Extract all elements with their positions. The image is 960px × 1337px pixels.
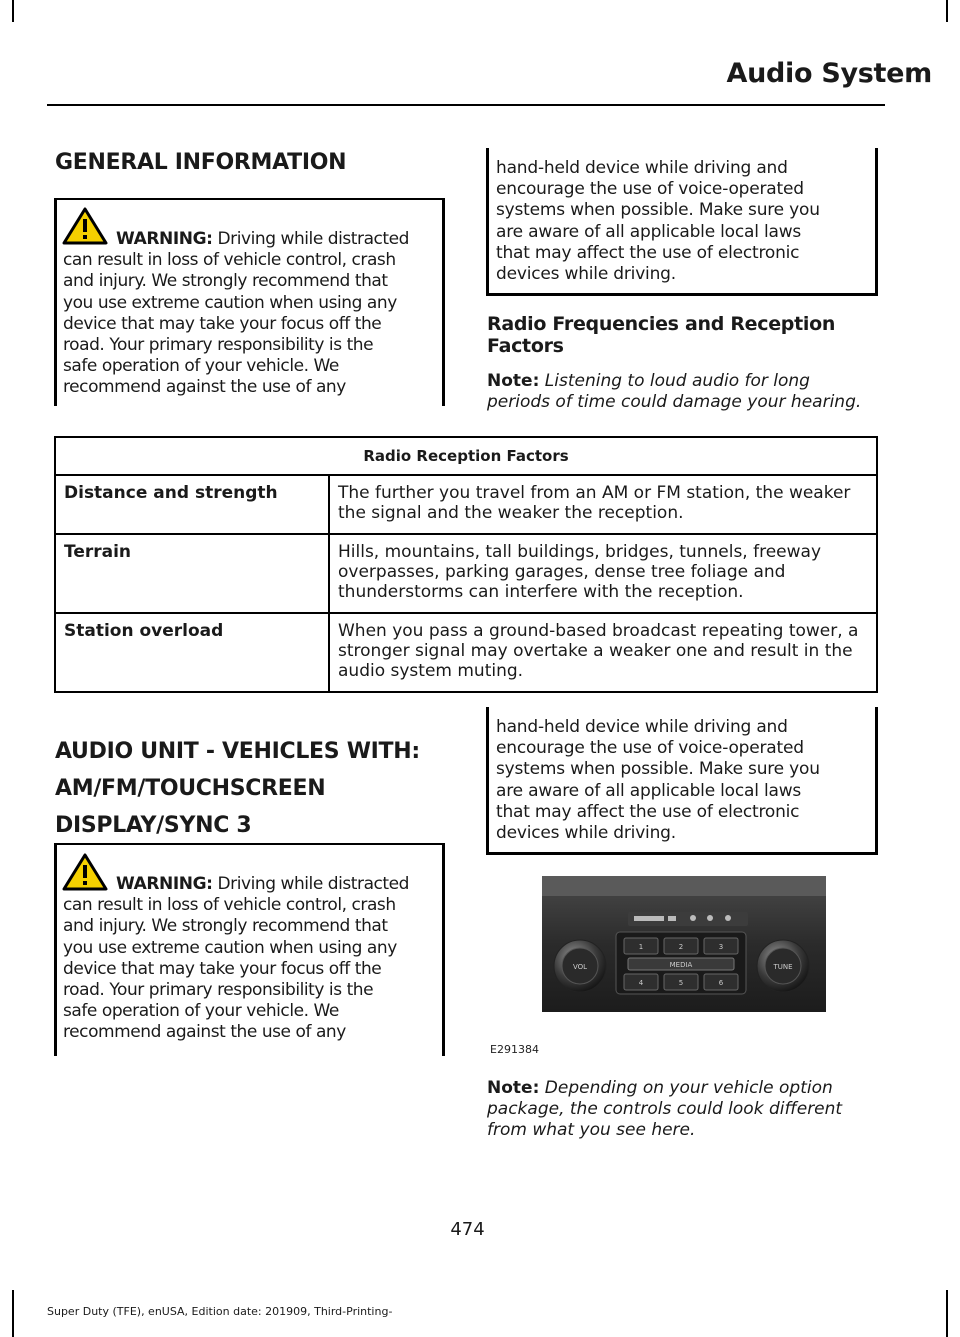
section-heading-general: GENERAL INFORMATION (55, 150, 347, 175)
section-heading-audio-unit: AUDIO UNIT - VEHICLES WITH: AM/FM/TOUCHSCREEN DISPLAY/SYNC 3 (55, 739, 420, 838)
crop-mark (12, 1290, 14, 1337)
svg-text:MEDIA: MEDIA (669, 961, 693, 969)
warning-text-continued: hand-held device while driving and encourage the use of voice-operated systems when possible. Make sure you are aware of all applicable local laws that may affect the use of electronic devices while driving. (496, 717, 820, 844)
crop-mark (12, 0, 14, 22)
table-row: Terrain Hills, mountains, tall buildings, bridges, tunnels, freeway overpasses, parking garages, dense tree foliage and thunderstorms can interfere with the reception. (55, 534, 877, 613)
table-row: Distance and strength The further you travel from an AM or FM station, the weaker the signal and the weaker the reception. (55, 475, 877, 534)
crop-mark (946, 0, 948, 22)
svg-text:6: 6 (718, 979, 724, 987)
svg-text:VOL: VOL (572, 963, 588, 971)
radio-reception-table (54, 436, 878, 693)
warning-text: WARNING: Driving while distracted can result in loss of vehicle control, crash and injury. We strongly recommend that you use extreme caution when using any device that may take your focus off the road. Your primary responsibility is the safe operation of your vehicle. We recommend against the use of any (63, 229, 409, 398)
warning-label: WARNING: (116, 874, 213, 894)
console-top-strip (542, 876, 826, 896)
svg-text:3: 3 (718, 943, 724, 951)
subheading-radio-frequencies: Radio Frequencies and Reception Factors (487, 313, 836, 357)
note-hearing: Note: Listening to loud audio for long periods of time could damage your hearing. (487, 371, 862, 412)
image-code: E291384 (490, 1043, 539, 1056)
edition-footer: Super Duty (TFE), enUSA, Edition date: 201909, Third-Printing- (47, 1305, 393, 1318)
warning-text-continued: hand-held device while driving and encourage the use of voice-operated systems when possible. Make sure you are aware of all applicable local laws that may affect the use of electronic devices while driving. (496, 158, 820, 285)
svg-text:5: 5 (678, 979, 684, 987)
note-label: Note: (487, 371, 540, 391)
warning-label: WARNING: (116, 229, 213, 249)
svg-text:TUNE: TUNE (773, 963, 793, 971)
note-label: Note: (487, 1078, 540, 1098)
page-header-title: Audio System (726, 58, 932, 89)
audio-unit-image (488, 870, 826, 1056)
crop-mark (946, 1290, 948, 1337)
table-row: Station overload When you pass a ground-based broadcast repeating tower, a stronger signal may overtake a weaker one and result in the audio system muting. (55, 613, 877, 692)
svg-text:2: 2 (678, 943, 684, 951)
svg-text:1: 1 (638, 943, 644, 951)
note-controls: Note: Depending on your vehicle option package, the controls could look different from what you see here. (487, 1078, 843, 1140)
warning-text: WARNING: Driving while distracted can result in loss of vehicle control, crash and injury. We strongly recommend that you use extreme caution when using any device that may take your focus off the road. Your primary responsibility is the safe operation of your vehicle. We recommend against the use of any (63, 874, 409, 1043)
page-number: 474 (450, 1219, 485, 1240)
header-rule (47, 104, 885, 106)
svg-text:4: 4 (638, 979, 644, 987)
table-title: Radio Reception Factors (55, 437, 877, 475)
